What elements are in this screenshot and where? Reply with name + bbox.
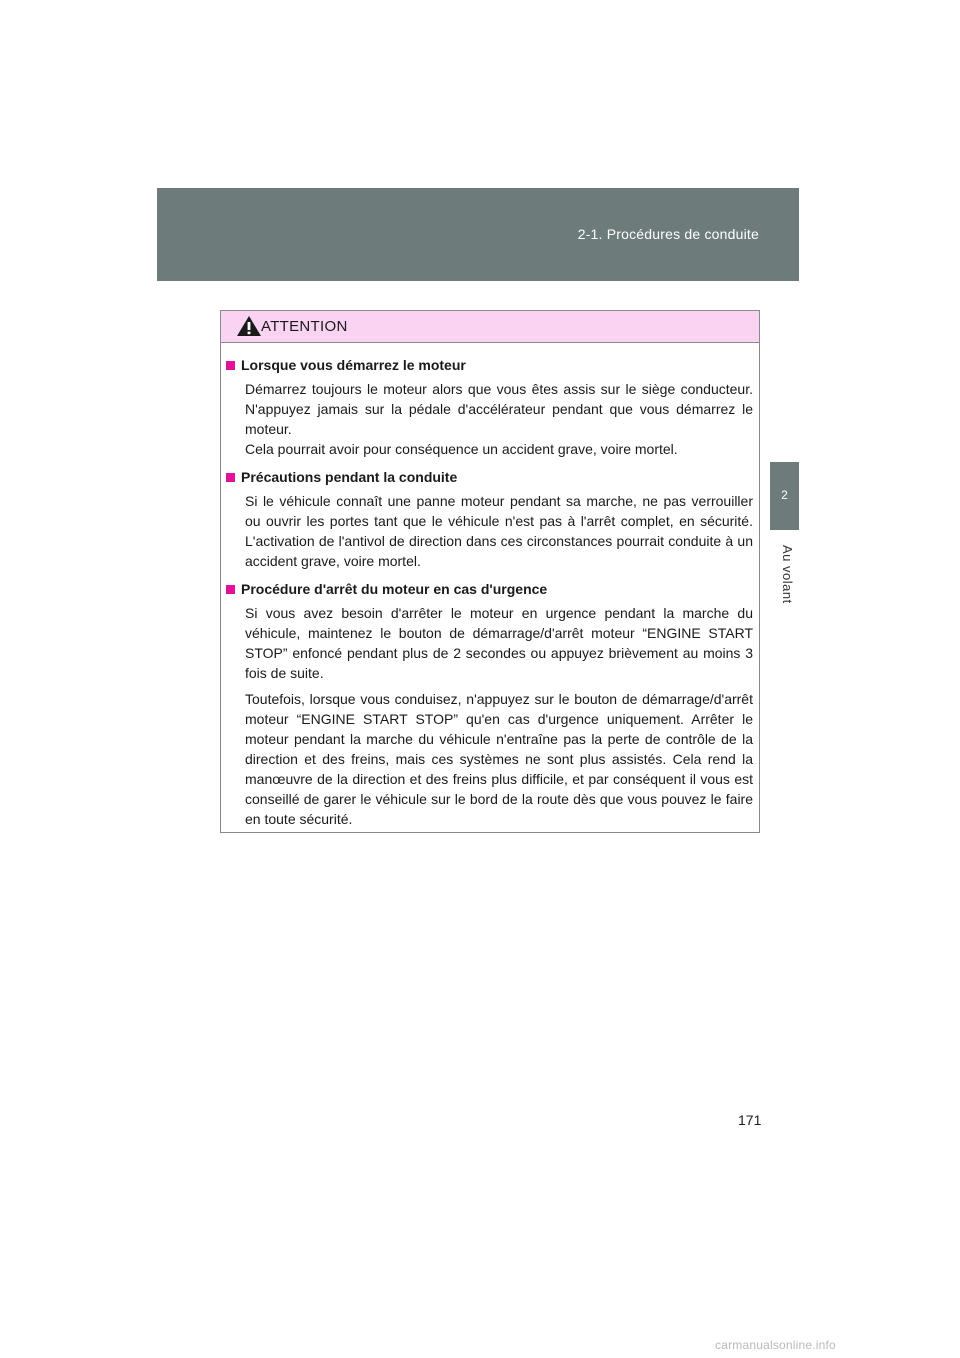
section-heading (226, 467, 753, 487)
square-bullet-icon (226, 361, 235, 370)
section-heading (226, 579, 753, 599)
warning-header (221, 311, 759, 343)
header-band (157, 188, 799, 281)
page-number: 171 (738, 1112, 762, 1128)
section-title: 2-1. Procédures de conduite (577, 226, 759, 242)
section-heading-text: Procédure d'arrêt du moteur en cas d'urgence (241, 581, 548, 597)
warning-body (221, 343, 759, 829)
square-bullet-icon (226, 473, 235, 482)
section-starting-engine (226, 355, 753, 459)
watermark: carmanualsonline.info (715, 1338, 836, 1352)
section-driving-precautions (226, 467, 753, 571)
chapter-number: 2 (781, 488, 788, 502)
square-bullet-icon (226, 585, 235, 594)
section-paragraph: Cela pourrait avoir pour conséquence un accident grave, voire mortel. (245, 441, 678, 457)
warning-title: ATTENTION (261, 318, 348, 335)
section-heading-text: Précautions pendant la conduite (241, 469, 458, 485)
chapter-tab (770, 462, 799, 530)
section-paragraph: Si vous avez besoin d'arrêter le moteur en urgence pendant la marche du véhicule, maintenez le bouton de démarrage/d'arrêt moteur “ENGINE START STOP” enfoncé pendant plus de 2 secondes ou appuyez brièvement au moins 3 fois de suite. (245, 605, 753, 681)
chapter-label: Au volant (780, 545, 795, 604)
warning-box (220, 310, 760, 833)
section-paragraph: Toutefois, lorsque vous conduisez, n'appuyez sur le bouton de démarrage/d'arrêt moteur “ENGINE START STOP” qu'en cas d'urgence uniquement. Arrêter le moteur pendant la marche du véhicule n'entraîne pas la perte de contrôle de la direction et des freins, mais ces systèmes ne sont plus assistés. Cela rend la manœuvre de la direction et des freins plus difficile, et par conséquent il vous est conseillé de garer le véhicule sur le bord de la route dès que vous pouvez le faire en toute sécurité. (245, 691, 753, 827)
section-heading-text: Lorsque vous démarrez le moteur (241, 357, 466, 373)
section-paragraph: Démarrez toujours le moteur alors que vous êtes assis sur le siège conducteur. N'appuyez jamais sur la pédale d'accélérateur pendant que vous démarrez le moteur. (245, 381, 753, 437)
section-emergency-stop (226, 579, 753, 829)
section-paragraph: Si le véhicule connaît une panne moteur pendant sa marche, ne pas verrouiller ou ouvrir les portes tant que le véhicule n'est pas à l'arrêt complet, en sécurité. L'activation de l'antivol de direction dans ces circonstances pourrait conduite à un accident grave, voire mortel. (245, 493, 753, 569)
warning-triangle-icon (236, 315, 262, 337)
section-heading (226, 355, 753, 375)
